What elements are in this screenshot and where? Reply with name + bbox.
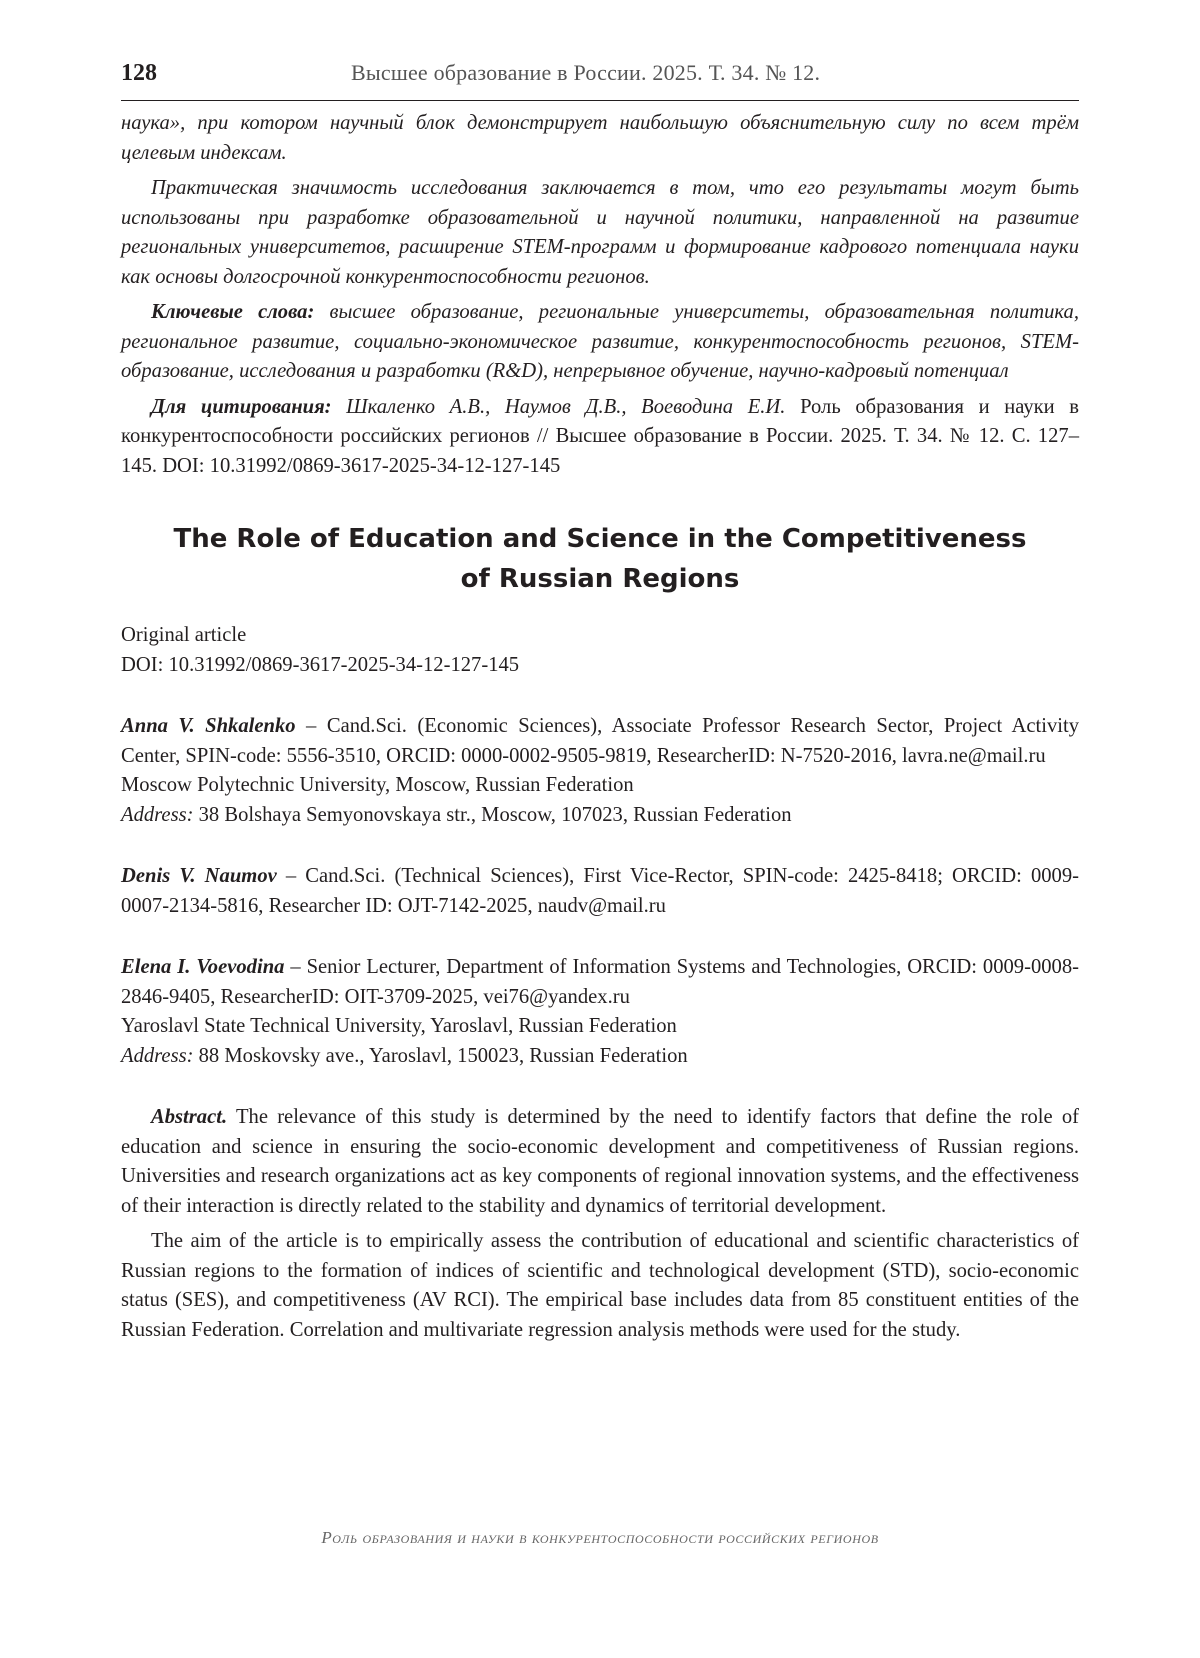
running-header bbox=[121, 60, 1079, 101]
ru-citation-text: Роль образования и науки в конкурентоспособности российских регионов // Высшее образование в России. 2025. Т. 34. № 12. С. 127–145. DOI: 10.31992/0869-3617-2025-34-12-127-145 bbox=[121, 395, 1079, 477]
abstract-en-p2: The aim of the article is to empirically assess the contribution of educational and scientific characteristics of Russian regions to the formation of indices of scientific and technological development (STD), socio-economic status (SES), and competitiveness (AV RCI). The empirical base includes data from 85 constituent entities of the Russian Federation. Correlation and multivariate regression analysis methods were used for the study. bbox=[121, 1230, 1079, 1341]
running-footer: Роль образования и науки в конкурентоспособности российских регионов bbox=[321, 1528, 879, 1547]
author-1-name: Anna V. Shkalenko bbox=[121, 715, 296, 737]
author-2-line bbox=[121, 862, 1079, 921]
author-block-2 bbox=[121, 862, 1079, 921]
ru-citation-label: Для цитирования: bbox=[151, 395, 332, 418]
author-3-address-label: Address: bbox=[121, 1044, 194, 1067]
ru-practical-significance: Практическая значимость исследования заключается в том, что его результаты могут быть использованы при разработке образовательной и научной политики, направленной на развитие региональных университетов, расширение STEM-программ и формирование кадрового потенциала науки как основы долгосрочной конкурентоспособности регионов. bbox=[121, 177, 1079, 288]
author-1-line bbox=[121, 712, 1079, 771]
ru-keywords-text: высшее образование, региональные университеты, образовательная политика, региональное развитие, социально-экономическое развитие, конкурентоспособность регионов, STEM-образование, исследования и разработки (R&D), непрерывное обучение, научно-кадровый потенциал bbox=[121, 301, 1079, 382]
article-doi: DOI: 10.31992/0869-3617-2025-34-12-127-145 bbox=[121, 653, 520, 676]
author-1-address-text: 38 Bolshaya Semyonovskaya str., Moscow, 107023, Russian Federation bbox=[193, 803, 792, 826]
journal-reference: Высшее образование в России. 2025. Т. 34. № 12. bbox=[351, 60, 821, 85]
author-3-address bbox=[121, 1042, 1079, 1072]
author-3-name: Elena I. Voevodina bbox=[121, 956, 285, 978]
ru-keywords bbox=[121, 298, 1079, 387]
article-type: Original article bbox=[121, 624, 247, 646]
abstract-label: Abstract. bbox=[151, 1106, 228, 1128]
author-3-address-text: 88 Moskovsky ave., Yaroslavl, 150023, Russian Federation bbox=[193, 1044, 688, 1067]
author-block-3 bbox=[121, 953, 1079, 1071]
ru-citation bbox=[121, 393, 1079, 482]
ru-keywords-label: Ключевые слова: bbox=[151, 301, 315, 323]
author-2-name: Denis V. Naumov bbox=[121, 865, 277, 887]
author-1-affiliation: Moscow Polytechnic University, Moscow, Russian Federation bbox=[121, 774, 634, 796]
author-3-details: – Senior Lecturer, Department of Information Systems and Technologies, ORCID: 0009-0008-2846-9405, ResearcherID: OIT-3709-2025, vei76@yandex.ru bbox=[121, 956, 1079, 1008]
abstract-en-p1 bbox=[121, 1103, 1079, 1221]
page-number: 128 bbox=[121, 60, 157, 86]
author-1-address bbox=[121, 801, 1079, 831]
article-info bbox=[121, 621, 1079, 680]
article-title-en bbox=[121, 519, 1079, 599]
article-title-line-1: The Role of Education and Science in the Competitiveness bbox=[173, 524, 1027, 554]
author-block-1 bbox=[121, 712, 1079, 830]
author-1-address-label: Address: bbox=[121, 803, 194, 826]
author-3-affiliation: Yaroslavl State Technical University, Yaroslavl, Russian Federation bbox=[121, 1015, 677, 1037]
author-3-line bbox=[121, 953, 1079, 1012]
author-2-details: – Cand.Sci. (Technical Sciences), First Vice-Rector, SPIN-code: 2425-8418; ORCID: 0009-0007-2134-5816, Researcher ID: OJT-7142-2025, naudv@mail.ru bbox=[121, 865, 1080, 917]
article-title-line-2: of Russian Regions bbox=[460, 564, 740, 594]
page bbox=[121, 60, 1079, 1345]
author-1-details: – Cand.Sci. (Economic Sciences), Associate Professor Research Sector, Project Activity Center, SPIN-code: 5556-3510, ORCID: 0000-0002-9505-9819, ResearcherID: N-7520-2016, lavra.ne@mail.ru bbox=[121, 715, 1080, 767]
ru-abstract-continuation: наука», при котором научный блок демонстрирует наибольшую объяснительную силу по всем трём целевым индексам. bbox=[121, 112, 1079, 164]
abstract-p1-text: The relevance of this study is determined by the need to identify factors that define the role of education and science in ensuring the socio-economic development and competitiveness of Russian regions. Universities and research organizations act as key components of regional innovation systems, and the effectiveness of their interaction is directly related to the stability and dynamics of territorial development. bbox=[121, 1106, 1079, 1217]
ru-citation-authors: Шкаленко А.В., Наумов Д.В., Воеводина Е.И. bbox=[346, 395, 786, 418]
